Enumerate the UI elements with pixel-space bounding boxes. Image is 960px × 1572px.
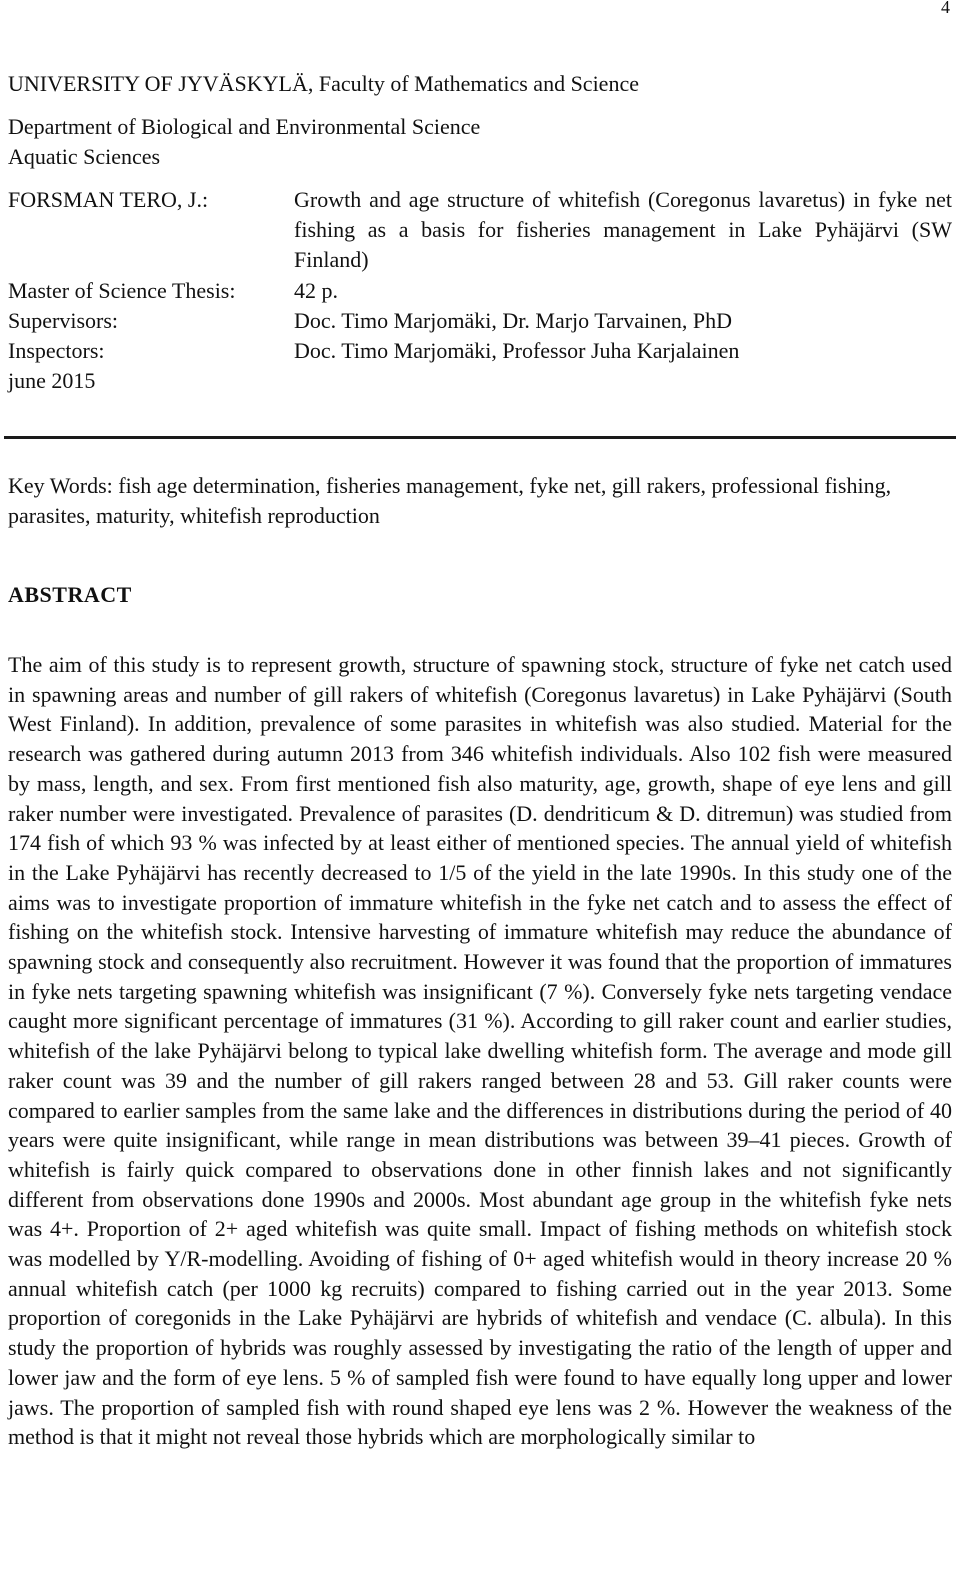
horizontal-rule — [4, 436, 956, 439]
abstract-body: The aim of this study is to represent growth, structure of spawning stock, structure of fyke net catch used in spawning areas and number of gill rakers of whitefish (Coregonus lavaretus) in Lake Pyhäjärvi (South West Finland). In addition, prevalence of some parasites in whitefish was also studied. Material for the research was gathered during autumn 2013 from 346 whitefish individuals. Also 102 fish were measured by mass, length, and sex. From first mentioned fish also maturity, age, growth, shape of eye lens and gill raker number were investigated. Prevalence of parasites (D. dendriticum & D. ditremun) was studied from 174 fish of which 93 % was infected by at least either of mentioned species. The annual yield of whitefish in the Lake Pyhäjärvi has recently decreased to 1/5 of the yield in the late 1990s. In this study one of the aims was to investigate proportion of immature whitefish in the fyke net catch and to assess the effect of fishing on the whitefish stock. Intensive harvesting of immature whitefish may reduce the abundance of spawning stock and consequently also recruitment. However it was found that the proportion of immatures in fyke nets targeting spawning whitefish was insignificant (7 %). Conversely fyke nets targeting vendace caught more significant percentage of immatures (31 %). According to gill raker count and earlier studies, whitefish of the lake Pyhäjärvi belong to typical lake dwelling whitefish form. The average and mode gill raker count was 39 and the number of gill rakers ranged between 28 and 53. Gill raker counts were compared to earlier samples from the same lake and the differences in distributions during the period of 40 years were quite insignificant, while range in mean distributions was between 39–41 pieces. Growth of whitefish is fairly quick compared to observations done in other finnish lakes and not significantly different from observations done 1990s and 2000s. Most abundant age group in the whitefish fyke nets was 4+. Proportion of 2+ aged whitefish was quite small. Impact of fishing methods on whitefish stock was modelled by Y/R-modelling. Avoiding of fishing of 0+ aged whitefish would in theory increase 20 % annual whitefish catch (per 1000 kg recruits) compared to fishing carried out in the year 2013. Some proportion of coregonids in the Lake Pyhäjärvi are hybrids of whitefish and vendace (C. albula). In this study the proportion of hybrids was roughly assessed by investigating the ratio of the length of upper and lower jaw and the form of eye lens. 5 % of sampled fish were found to have equally long upper and lower jaws. The proportion of sampled fish with round shaped eye lens was 2 %. However the weakness of the method is that it might not reveal those hybrids which are morphologically similar to — [8, 652, 952, 1450]
inspectors-value: Doc. Timo Marjomäki, Professor Juha Karjalainen — [294, 338, 740, 363]
abstract-heading: ABSTRACT — [8, 582, 132, 607]
department-line: Department of Biological and Environmental Science — [8, 114, 481, 139]
page-number: 4 — [941, 0, 950, 17]
author-row — [8, 185, 952, 275]
university-line: UNIVERSITY OF JYVÄSKYLÄ, Faculty of Mathematics and Science — [8, 71, 639, 96]
keywords: Key Words: fish age determination, fisheries management, fyke net, gill rakers, professional fishing, parasites, maturity, whitefish reproduction — [8, 473, 892, 528]
thesis-info-block — [8, 185, 952, 396]
page-count: 42 p. — [294, 278, 338, 303]
inspectors-row — [8, 336, 952, 366]
supervisors-value: Doc. Timo Marjomäki, Dr. Marjo Tarvainen, PhD — [294, 308, 733, 333]
date-row — [8, 366, 952, 396]
supervisors-label: Supervisors: — [8, 308, 118, 333]
thesis-type-row — [8, 276, 952, 306]
inspectors-label: Inspectors: — [8, 338, 105, 363]
unit-line: Aquatic Sciences — [8, 144, 161, 169]
thesis-title: Growth and age structure of whitefish (Coregonus lavaretus) in fyke net fishing as a basis for fisheries management in Lake Pyhäjärvi (SW Finland) — [294, 187, 952, 272]
author-label: FORSMAN TERO, J.: — [8, 187, 209, 212]
supervisors-row — [8, 306, 952, 336]
thesis-date: june 2015 — [8, 368, 96, 393]
thesis-type-label: Master of Science Thesis: — [8, 278, 236, 303]
